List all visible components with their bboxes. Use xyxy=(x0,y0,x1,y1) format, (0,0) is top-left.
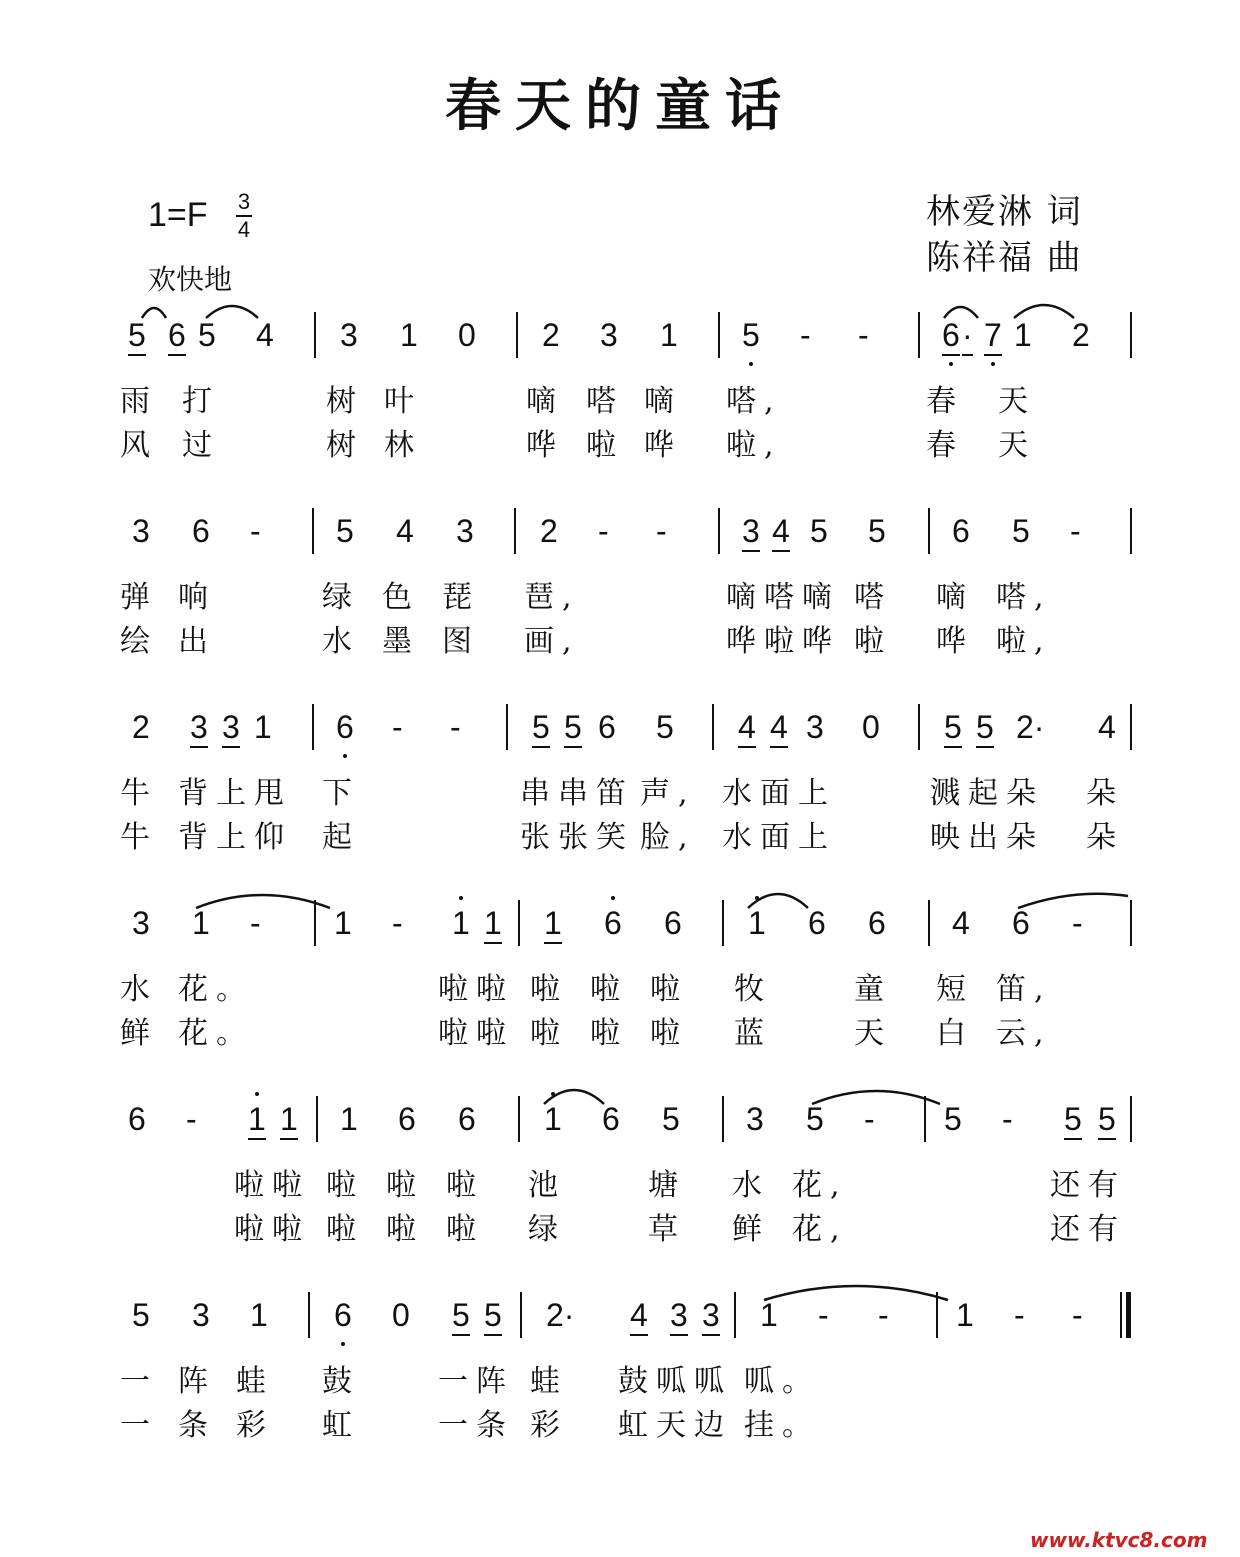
lyric-verse-2: 啦, xyxy=(996,624,1052,659)
lyric-verse-2: 绿 xyxy=(528,1212,566,1247)
score-note: 5 xyxy=(198,317,216,353)
score-note: 6 xyxy=(398,1101,416,1137)
lyric-verse-2: 水 xyxy=(322,624,360,659)
lyric-verse-1: 童 xyxy=(854,972,892,1007)
score-note: 3 xyxy=(670,1296,688,1336)
lyric-verse-2: 蓝 xyxy=(734,1016,772,1051)
lyric-verse-2: 彩 xyxy=(530,1408,568,1443)
score-note: 3 xyxy=(456,513,474,549)
lyric-verse-1: 池 xyxy=(528,1168,566,1203)
score-note: 6 xyxy=(336,709,354,745)
lyric-verse-2: 映出朵 xyxy=(930,820,1044,855)
lyric-verse-1: 短 xyxy=(936,972,974,1007)
lyric-verse-2: 还有 xyxy=(1050,1212,1126,1247)
score-note: - xyxy=(392,905,403,941)
lyric-verse-1: 牧 xyxy=(734,972,772,1007)
score-note: 4 xyxy=(738,708,756,748)
lyric-verse-1: 春 xyxy=(926,384,964,419)
score-note: 0 xyxy=(862,709,880,745)
score-note: 1 xyxy=(250,1297,268,1333)
score-note: 6 xyxy=(868,905,886,941)
lyric-verse-2: 水面上 xyxy=(722,820,836,855)
lyric-verse-2: 林 xyxy=(384,428,422,463)
score-note: - xyxy=(1072,905,1083,941)
lyric-verse-1: 下 xyxy=(322,776,360,811)
lyric-verse-1: 打 xyxy=(182,384,220,419)
lyric-verse-2: 啦 xyxy=(650,1016,688,1051)
lyric-verse-2: 天 xyxy=(998,428,1036,463)
lyric-verse-2: 一条 xyxy=(438,1408,514,1443)
lyric-verse-1: 琵 xyxy=(442,580,480,615)
score-note: 6 xyxy=(458,1101,476,1137)
slur xyxy=(944,307,978,318)
lyric-verse-1: 天 xyxy=(998,384,1036,419)
score-note: 5 xyxy=(944,708,962,748)
lyric-verse-2: 鲜 xyxy=(120,1016,158,1051)
lyric-verse-2: 啦, xyxy=(726,428,782,463)
lyric-verse-2: 朵 xyxy=(1086,820,1124,855)
score-note: 0 xyxy=(458,317,476,353)
score-note: 3 xyxy=(742,512,760,552)
score-note: 1 xyxy=(400,317,418,353)
lyric-verse-1: 嘀 xyxy=(526,384,564,419)
score-note: 5 xyxy=(742,317,760,353)
lyric-verse-2: 墨 xyxy=(382,624,420,659)
score-note: 6 xyxy=(602,1101,620,1137)
lyric-verse-2: 虹 xyxy=(322,1408,360,1443)
score-note: - xyxy=(1072,1297,1083,1333)
score-note: 4 xyxy=(630,1296,648,1336)
score-note: 1 xyxy=(660,317,678,353)
score-note: 3 xyxy=(340,317,358,353)
lyric-verse-1: 一 xyxy=(120,1364,158,1399)
lyric-verse-1: 嗒 xyxy=(586,384,624,419)
lyricist-credit: 林爱淋 词 xyxy=(926,192,1083,232)
score-note: 5 xyxy=(806,1101,824,1137)
lyric-verse-1: 阵 xyxy=(178,1364,216,1399)
score-note: 5 xyxy=(128,316,146,356)
key-signature: 1=F xyxy=(148,196,208,234)
score-note: 5 xyxy=(1064,1100,1082,1140)
score-note: 6 xyxy=(128,1101,146,1137)
score-note: 4 xyxy=(256,317,274,353)
score-note: 2 xyxy=(540,513,558,549)
lyric-verse-2: 出 xyxy=(178,624,216,659)
slur xyxy=(764,1286,948,1300)
lyric-verse-2: 风 xyxy=(120,428,158,463)
lyric-verse-2: 树 xyxy=(326,428,364,463)
score-note: 5 xyxy=(484,1296,502,1336)
lyric-verse-2: 挂。 xyxy=(744,1408,820,1443)
lyric-verse-2: 哗 xyxy=(644,428,682,463)
lyric-verse-2: 啦啦 xyxy=(438,1016,514,1051)
score-note: 6 xyxy=(334,1297,352,1333)
lyric-verse-1: 溅起朵 xyxy=(930,776,1044,811)
lyric-verse-2: 啦 xyxy=(586,428,624,463)
lyric-verse-1: 嘀 xyxy=(936,580,974,615)
score-note: 1 xyxy=(760,1297,778,1333)
watermark: www.ktvc8.com xyxy=(1030,1528,1208,1552)
score-note: - xyxy=(450,709,461,745)
slur xyxy=(1014,305,1074,318)
score-note: 3 xyxy=(190,708,208,748)
score-note: 5 xyxy=(810,513,828,549)
score-note: 6 xyxy=(598,709,616,745)
score-note: 5 xyxy=(976,708,994,748)
score-note: 6 xyxy=(192,513,210,549)
score-note: 3 xyxy=(192,1297,210,1333)
lyric-verse-1: 串串笛 xyxy=(520,776,634,811)
lyric-verse-2: 啦啦 xyxy=(234,1212,310,1247)
score-note: 5 xyxy=(1098,1100,1116,1140)
lyric-verse-1: 啦 xyxy=(326,1168,364,1203)
lyric-verse-2: 白 xyxy=(936,1016,974,1051)
lyric-verse-2: 啦 xyxy=(590,1016,628,1051)
lyric-verse-1: 琶, xyxy=(524,580,580,615)
lyric-verse-2: 云, xyxy=(996,1016,1052,1051)
score-note: 5 xyxy=(868,513,886,549)
tempo-marking: 欢快地 xyxy=(148,263,233,296)
score-note: 6 xyxy=(942,316,960,356)
score-note: 2 xyxy=(132,709,150,745)
score-note: - xyxy=(878,1297,889,1333)
score-note: 5 xyxy=(564,708,582,748)
lyric-verse-1: 呱。 xyxy=(744,1364,820,1399)
lyric-verse-1: 鼓 xyxy=(322,1364,360,1399)
time-signature-top: 3 xyxy=(237,189,251,214)
lyric-verse-2: 花, xyxy=(792,1212,848,1247)
lyric-verse-2: 图 xyxy=(442,624,480,659)
lyric-verse-1: 叶 xyxy=(384,384,422,419)
lyric-verse-2: 啦 xyxy=(446,1212,484,1247)
score-note: 2 xyxy=(542,317,560,353)
score-note: 4 xyxy=(952,905,970,941)
slur xyxy=(206,306,258,318)
lyric-verse-1: 树 xyxy=(326,384,364,419)
score-note: 5 xyxy=(1012,513,1030,549)
score-note: - xyxy=(656,513,667,549)
lyric-verse-1: 塘 xyxy=(648,1168,686,1203)
lyric-verse-2: 张张笑 xyxy=(520,820,634,855)
lyric-verse-1: 嗒, xyxy=(726,384,782,419)
lyric-verse-2: 天 xyxy=(854,1016,892,1051)
lyric-verse-2: 哗啦哗 xyxy=(726,624,840,659)
lyric-verse-2: 一 xyxy=(120,1408,158,1443)
score-note: 3 xyxy=(132,513,150,549)
slur xyxy=(748,894,808,908)
score-note: - xyxy=(1002,1101,1013,1137)
lyric-verse-2: 绘 xyxy=(120,624,158,659)
lyric-verse-2: 画, xyxy=(524,624,580,659)
slur xyxy=(812,1091,940,1104)
slur xyxy=(142,308,166,318)
slur xyxy=(1018,894,1128,908)
lyric-verse-2: 啦 xyxy=(854,624,892,659)
slur xyxy=(544,1090,604,1104)
lyric-verse-1: 蛙 xyxy=(236,1364,274,1399)
lyric-verse-1: 啦啦 xyxy=(234,1168,310,1203)
score-note: 5 xyxy=(132,1297,150,1333)
score-note: 4 xyxy=(770,708,788,748)
lyric-verse-1: 嗒, xyxy=(996,580,1052,615)
score-note: - xyxy=(250,513,261,549)
score-note: 6 xyxy=(952,513,970,549)
lyric-verse-2: 虹天边 xyxy=(618,1408,732,1443)
lyric-verse-2: 脸, xyxy=(640,820,696,855)
lyric-verse-1: 水 xyxy=(732,1168,770,1203)
lyric-verse-2: 起 xyxy=(322,820,360,855)
score-note: 1 xyxy=(544,1101,562,1137)
lyric-verse-1: 啦 xyxy=(590,972,628,1007)
score-note: 5 xyxy=(336,513,354,549)
score-note: 2· xyxy=(546,1297,575,1333)
score-note: 1 xyxy=(340,1101,358,1137)
lyric-verse-1: 声, xyxy=(640,776,696,811)
lyric-verse-2: 彩 xyxy=(236,1408,274,1443)
time-signature-bottom: 4 xyxy=(237,217,251,242)
lyric-verse-1: 绿 xyxy=(322,580,360,615)
score-note: 5 xyxy=(944,1101,962,1137)
score-note: 4 xyxy=(396,513,414,549)
score-note: 1 xyxy=(254,709,272,745)
lyric-verse-1: 一阵 xyxy=(438,1364,514,1399)
score-note: 1 xyxy=(192,905,210,941)
score-note: 3 xyxy=(746,1101,764,1137)
lyric-verse-2: 哗 xyxy=(936,624,974,659)
score-note: 1 xyxy=(1014,317,1032,353)
score-note: 5 xyxy=(532,708,550,748)
lyric-verse-1: 水面上 xyxy=(722,776,836,811)
score-note: 1 xyxy=(334,905,352,941)
score-note: 4 xyxy=(1098,709,1116,745)
score-note: 0 xyxy=(392,1297,410,1333)
lyric-verse-2: 条 xyxy=(178,1408,216,1443)
lyric-verse-2: 过 xyxy=(182,428,220,463)
slur xyxy=(196,895,330,908)
lyric-verse-1: 鼓呱呱 xyxy=(618,1364,732,1399)
lyric-verse-2: 啦 xyxy=(530,1016,568,1051)
lyric-verse-1: 朵 xyxy=(1086,776,1124,811)
score-note: 1 xyxy=(956,1297,974,1333)
lyric-verse-1: 弹 xyxy=(120,580,158,615)
score-note: - xyxy=(1014,1297,1025,1333)
score-note: - xyxy=(392,709,403,745)
lyric-verse-2: 草 xyxy=(648,1212,686,1247)
score-note: 1 xyxy=(544,904,562,944)
score-note: 3 xyxy=(806,709,824,745)
score-note: 1 xyxy=(248,1100,266,1140)
lyric-verse-1: 背上甩 xyxy=(178,776,292,811)
score-note: - xyxy=(858,317,869,353)
lyric-verse-1: 笛, xyxy=(996,972,1052,1007)
lyric-verse-2: 啦 xyxy=(326,1212,364,1247)
score-note: 1 xyxy=(452,905,470,941)
score-note: 6 xyxy=(664,905,682,941)
score-note: · xyxy=(962,316,973,356)
score-note: 1 xyxy=(280,1100,298,1140)
score-note: - xyxy=(250,905,261,941)
lyric-verse-1: 嘀 xyxy=(644,384,682,419)
score-note: 5 xyxy=(452,1296,470,1336)
composer-credit: 陈祥福 曲 xyxy=(926,238,1083,278)
score-note: 6 xyxy=(808,905,826,941)
lyric-verse-1: 啦 xyxy=(386,1168,424,1203)
score-note: 3 xyxy=(600,317,618,353)
lyric-verse-2: 啦 xyxy=(386,1212,424,1247)
lyric-verse-1: 蛙 xyxy=(530,1364,568,1399)
score-note: - xyxy=(864,1101,875,1137)
lyric-verse-1: 花。 xyxy=(178,972,254,1007)
lyric-verse-1: 水 xyxy=(120,972,158,1007)
lyric-verse-1: 响 xyxy=(178,580,216,615)
score-note: - xyxy=(186,1101,197,1137)
score-note: 1 xyxy=(484,904,502,944)
score-note: 2· xyxy=(1016,709,1045,745)
lyric-verse-2: 背上仰 xyxy=(178,820,292,855)
lyric-verse-1: 还有 xyxy=(1050,1168,1126,1203)
score-note: 7 xyxy=(984,316,1002,356)
score-note: 6 xyxy=(604,905,622,941)
lyric-verse-2: 鲜 xyxy=(732,1212,770,1247)
score-note: 6 xyxy=(1012,905,1030,941)
score-note: - xyxy=(818,1297,829,1333)
score-note: 1 xyxy=(748,905,766,941)
song-title: 春天的童话 xyxy=(445,73,795,139)
lyric-verse-1: 啦 xyxy=(650,972,688,1007)
lyric-verse-1: 花, xyxy=(792,1168,848,1203)
lyric-verse-2: 哗 xyxy=(526,428,564,463)
lyric-verse-2: 牛 xyxy=(120,820,158,855)
lyric-verse-1: 雨 xyxy=(120,384,158,419)
lyric-verse-1: 牛 xyxy=(120,776,158,811)
score-note: 3 xyxy=(132,905,150,941)
lyric-verse-1: 嘀嗒嘀 xyxy=(726,580,840,615)
lyric-verse-1: 啦 xyxy=(446,1168,484,1203)
score-note: 2 xyxy=(1072,317,1090,353)
lyric-verse-1: 啦啦 xyxy=(438,972,514,1007)
score-note: 6 xyxy=(168,316,186,356)
score-note: 5 xyxy=(656,709,674,745)
score-note: 3 xyxy=(222,708,240,748)
lyric-verse-1: 嗒 xyxy=(854,580,892,615)
lyric-verse-1: 色 xyxy=(382,580,420,615)
score-note: 5 xyxy=(662,1101,680,1137)
score-note: 4 xyxy=(772,512,790,552)
score-note: 3 xyxy=(702,1296,720,1336)
lyric-verse-2: 花。 xyxy=(178,1016,254,1051)
score-note: - xyxy=(1070,513,1081,549)
score-note: - xyxy=(800,317,811,353)
lyric-verse-1: 啦 xyxy=(530,972,568,1007)
score-note: - xyxy=(598,513,609,549)
lyric-verse-2: 春 xyxy=(926,428,964,463)
